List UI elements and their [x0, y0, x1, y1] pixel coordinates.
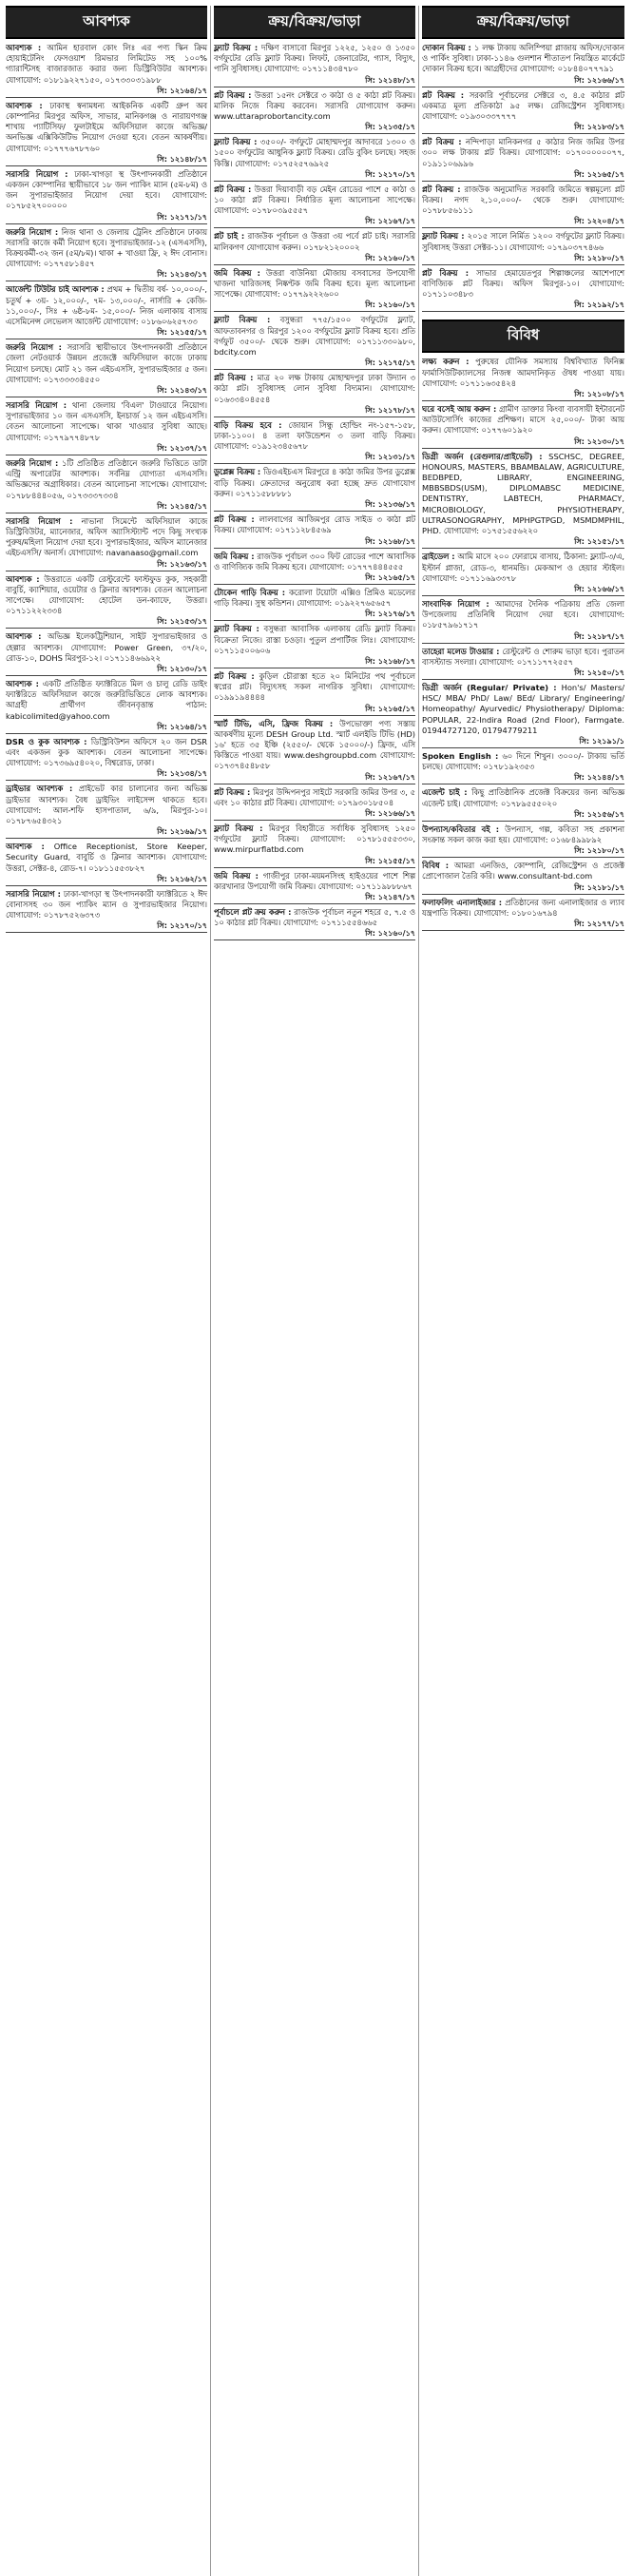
classified-ad	[214, 467, 415, 499]
ad-lead: আর্জেন্ট টিউটর চাই আবশ্যক :	[6, 284, 105, 295]
classified-ad	[6, 169, 207, 212]
ad-body: উপন্যাস, গল্প, কবিতা সহ প্রকাশনা সংক্রান্ত সকল কাজ করা হয়। যোগাযোগ: ০১৬৮৪৯৯৮৯২	[422, 823, 625, 844]
classified-ad	[6, 284, 207, 327]
classified-ad	[422, 683, 624, 736]
ad-code: সি: ১২১৬৬/১৭	[214, 809, 415, 821]
ad-body: লালবাগের আজিমপুর রোড সাইড ৩ কাঠা প্লট বিক্রয়। যোগাযোগ: ০১৭১১২৮৪৫৬৯	[214, 514, 415, 535]
ad-lead: বাড়ি বিক্রয় হবে :	[214, 419, 282, 430]
ad-body: গ্রামীণ ডাক্তার কিংবা ব্যবসায়ী ইন্টারনেট আউটসোর্সিং কাজের প্রশিক্ষণ। মাসে ২৫,০০০/- টাকা আয় করুন। যোগাযোগ: ০১৭৭৬০১৯২০	[422, 404, 624, 436]
ad-code: সি: ১২১৭৮/১৭	[214, 406, 415, 417]
ad-lead: জরুরি নিয়োগ :	[6, 226, 59, 237]
ad-body: মিরপুর উদ্দিপনপুর সাইটে সরকারি জমির উপর ৩, ৫ এবং ১০ কাঠার প্লট বিক্রয়। যোগাযোগ: ০১৭৯৩০১৮৫০৪	[214, 786, 415, 807]
ad-code: সি: ১২১০৮/১৭	[422, 390, 624, 401]
ad-body: পুরুষের যৌনিক সমস্যায় বিশ্ববিখ্যাত ফিনিক্স ফার্মাসিউটিক্যালসের নিজস্ব আমদানিকৃত ঔষধ পাওয়া যায়। যোগাযোগ: ০১৭১১৬৩৫৪২৪	[422, 357, 625, 388]
classified-ad	[214, 787, 415, 808]
ad-body: কুড়িল চৌরাস্তা হতে ২০ মিনিটের পথ পূর্বাচলে স্বপ্নের প্লট। বিদ্যুৎসহ সকল নাগরিক সুবিধা। যোগাযোগ: ০১৯৯১৯৪৪৪৪	[214, 670, 415, 703]
classified-ad	[214, 671, 415, 704]
classified-ad	[422, 552, 624, 584]
ad-lead: আবশ্যক :	[6, 43, 42, 52]
ad-lead: Spoken English :	[422, 750, 499, 761]
ad-code: সি: ১২১৯১/১	[422, 737, 624, 748]
ad-body: ডিওএইচএস মিরপুরে ৪ কাঠা জমির উপর ডুপ্লেক্স বাড়ি বিক্রয়। ক্রেতাদের অনুরোধ করা হচ্ছে দ্রুত যোগাযোগ করুন। ০১৭১১৫৮৮৮৮১	[214, 467, 415, 498]
ad-body: থানা জেলায় 'বিএল' টাওয়ারে নিয়োগ। সুপারভাইজার ১০ জন এসএসসি, ইনচার্জ ১২ জন এইচএসসি। বেতন আলোচনা সাপেক্ষে। থাকা খাওয়ার সুবিধা আছে। যোগাযোগ: ০১৭৭৯৭৭৪৮৭৮	[6, 400, 207, 442]
section-header: বিবিধ	[422, 320, 624, 353]
ad-body: সাভার হেমায়েতপুর শিল্পাঞ্চলের আশেপাশে বাণিজ্যিক প্লট বিক্রয়। অফিস মিরপুর-১০। যোগাযোগ: ০১৭১১০৩৪৮৩	[422, 267, 624, 300]
ad-lead: ফ্ল্যাট বিক্রয় :	[214, 624, 259, 634]
classified-ad	[214, 43, 415, 75]
ad-code: সি: ১২১৬৮/১৭	[214, 657, 415, 668]
ad-lead: জমি বিক্রয় :	[214, 870, 259, 881]
ad-lead: প্লট বিক্রয় :	[422, 89, 465, 100]
ad-code: সি: ১২১৬৫/১৭	[214, 705, 415, 716]
ad-body: মিরপুর বিহারীতে সর্বাধিক সুবিধাসহ ১২৫০ বর্গফুটের ফ্ল্যাট বিক্রয়। যোগাযোগ: ০১৭৮১৫৫৫৩৩০, www.mirpurflatbd.com	[214, 823, 415, 855]
classified-ad	[6, 679, 207, 722]
ad-code: সি: ১২১৬৫/১৭	[422, 170, 624, 182]
ad-body: আমি মাসে ২০০ ফোরামে বাসায়, ঠিকানা: ফ্ল্যাট-৩/এ, ইস্টার্ন প্লাজা, রোড-৩, ধানমন্ডি। মেকআপ ও হেয়ার স্টাইল। যোগাযোগ: ০১৭১১৬৯৩৩৭৮	[422, 552, 625, 583]
classified-ad	[422, 898, 624, 919]
ad-body: ঢাকা-খাগড়া স্থ উৎপাদনকারী প্রতিষ্ঠানে একজন কোম্পানির স্থায়ীভাবে ১৮ জন প্যাকিং ম্যান (৫ম-৮ম) ও জন সুপারভাইজার নিয়োগ দেয়া হবে। যোগাযোগ: ০১৭৮৫২৭০০০০০	[6, 168, 207, 211]
ad-code: সি: ১২১৮৩/১৭	[422, 123, 624, 134]
classified-ad	[422, 404, 624, 436]
ad-code: সি: ১২১৩৪/১৭	[6, 769, 207, 781]
classified-ad	[422, 90, 624, 123]
ad-code: সি: ১২১৭৬/১৭	[214, 610, 415, 621]
ad-code: সি: ১২১৩১/১৭	[214, 453, 415, 464]
ad-lead: টোকেন গাড়ি বিক্রয় :	[214, 587, 286, 597]
ad-body: রাজউক পূর্বাচল নতুন শহরে ৫, ৭.৫ ও ১০ কাঠার প্লট বিক্রয়। যোগাযোগ: ০১৭১১৫৫৪৬৬৫	[214, 906, 415, 928]
classified-ad	[214, 184, 415, 217]
ad-code: সি: ১২১৪৫/১৭	[6, 502, 207, 513]
ad-code: সি: ১২১৬০/১৭	[214, 929, 415, 940]
ad-code: সি: ১২১৬৪/১৭	[6, 723, 207, 734]
ad-code: সি: ১২১৬৭/১৭	[214, 773, 415, 784]
classified-ad	[214, 373, 415, 405]
classified-ad	[214, 823, 415, 856]
ad-code: সি: ১২১৩৫/১৭	[214, 123, 415, 134]
classified-ad	[422, 452, 624, 537]
ad-code: সি: ১২১৬৫/১৭	[214, 573, 415, 585]
classified-ad	[6, 737, 207, 769]
section-header: ক্রয়/বিক্রয়/ভাড়া	[422, 6, 624, 39]
ad-lead: প্লট বিক্রয় :	[422, 184, 461, 194]
ad-lead: প্লট বিক্রয় :	[422, 137, 462, 147]
ad-code: সি: ১২১৩০/১৭	[6, 665, 207, 676]
classified-ad	[422, 184, 624, 217]
classified-ad	[422, 751, 624, 772]
ad-lead: ডিগ্রী অর্জন (রেগুলার/প্রাইভেট) :	[422, 451, 543, 461]
ad-body: উপভোক্তা পণ্য সস্তায় আকর্ষণীয় মূল্যে DESH Group Ltd. স্মার্ট এলইডি টিভি (HD) ১৬' হতে ৩৫ ইঞ্চি (২৫৫০/- থেকে ১৫০০০/-) ফ্রিজ, এসি কিস্তিতে পাওয়া যায়। www.deshgroupbd.com যোগাযোগ: ০১৭৩৭৪৫৪৮৫৮	[214, 718, 416, 771]
classified-ad	[214, 137, 415, 169]
ad-lead: DSR ও কুক আবশ্যক :	[6, 736, 87, 746]
ad-body: ১টি প্রতিষ্ঠিত প্রতিষ্ঠানে জরুরি ভিত্তিতে ডাটা এন্ট্রি অপারেটর আবশ্যক। সর্বনিম্ন যোগ্যতা এসএসসি। অভিজ্ঞদের অগ্রাধিকার। বেতন আলোচনা সাপেক্ষে। যোগাযোগ: ০১৭৮৮৪৪৪০৫৬, ০১৭৩৩৩৭৩৩৪	[6, 457, 207, 500]
ad-code: সি: ১২২০৪/১৭	[422, 217, 624, 228]
ad-lead: উপন্যাস/কবিতার বই :	[422, 823, 500, 834]
ad-lead: প্লট বিক্রয় :	[214, 514, 255, 525]
ad-code: সি: ১২১৪৩/১৭	[6, 270, 207, 281]
ad-lead: সাংবাদিক নিয়োগ :	[422, 598, 489, 609]
ad-lead: বিবিধ :	[422, 861, 450, 871]
classified-ad	[6, 101, 207, 154]
ad-code: সি: ১২১৫০/১৭	[422, 668, 624, 680]
ad-code: সি: ১২১৬৬/১৭	[422, 76, 624, 87]
ad-body: প্রাইভেট কার চালানোর জন্য অভিজ্ঞ ড্রাইভার আবশ্যক। বৈধ ড্রাইভিং লাইসেন্স থাকতে হবে। যোগাযোগ: আল-শফি হাসপাতাল, ৬/৯, মিরপুর-১০। ০১৭৮৭৬৫৪৩২১	[6, 784, 208, 825]
ad-body: বসুন্ধরা ৭৭৫/১৫০০ বর্গফুটের ফ্ল্যাট, আফতাবনগর ও মিরপুর ১২০০ বর্গফুটের ফ্ল্যাট বিক্রয় হবে। প্রতি বর্গফুট ৩৫০০/- থেকে শুরু। যোগাযোগ: ০১৭১১৩৩০৯৮০, bdcity.com	[214, 315, 415, 358]
ad-code: সি: ১২১৪৮/১৭	[6, 155, 207, 166]
ad-body: প্রথম + দ্বিতীয় বর্ষ- ১০,০০০/-, চতুর্থ + ৩য়- ১২,০০০/-, ৭ম- ১৩,০০০/-, নার্সারি + কেজি- ১১,০০০/-, সিঃ + ৬ষ্ঠ-৮ম- ১৫,০০০/- নিজ এলাকায় বাসায় এসেমিনেন্স লেভেলস আর্জেন্ট যোগাযোগ: ০১৮৬০৬২৫৭৩৩	[6, 284, 208, 327]
classified-ad	[422, 861, 624, 881]
column-buy-sell-rent	[214, 6, 419, 2576]
classified-ad	[6, 458, 207, 501]
classified-ad	[214, 907, 415, 928]
ad-body: সরাসরি স্থায়ীভাবে উৎপাদনকারী প্রতিষ্ঠানে জেলা নেটওয়ার্ক উন্নয়ন প্রজেক্টে অফিসিয়াল কাজে ঢাকায় নিয়োগ চলছে। মোট ২১ জন এইচএসসি, সুপারভাইজার ৫ জন। যোগাযোগ: ০১৭৩৩৩৩৪৫৫০	[6, 342, 208, 384]
ad-body: নন্দিপাড়া মানিকনগর ৫ কাঠার নিজ জমির উপর ৩০০ লক্ষ টাকায় প্লট বিক্রয়। যোগাযোগ: ০১৭০০০০০০৭৭, ০১৯১১০৬৯৯৬	[422, 137, 624, 168]
ad-lead: ফ্ল্যাট বিক্রয় :	[214, 823, 263, 833]
ad-lead: জরুরি নিয়োগ :	[6, 342, 63, 353]
classified-ad	[422, 824, 624, 845]
classified-ad	[214, 552, 415, 572]
ad-code: সি: ১২১৩৭/১৭	[6, 444, 207, 455]
ad-body: প্রতিষ্ঠানের জন্য এনালাইজার ও ল্যাব যন্ত্রপাতি বিক্রয়। যোগাযোগ: ০১৮০১৬৭৯৪	[422, 897, 625, 918]
classified-ad	[422, 647, 624, 668]
classified-ad	[6, 43, 207, 86]
classified-ad	[6, 227, 207, 270]
classified-ad	[422, 137, 624, 169]
ad-body: আমিন হারবাল কোং লিঃ এর পণ্য স্কিন ক্রিম হোয়াইটেনিং ফেসওয়াশ রিমভার লিমিটেড সহ ১০০% গ্যারান্টিসহ বাজারজাত করার জন্য ডিস্ট্রিবিউটর আবশ্যক। যোগাযোগ: ০১৮১৯২২৭১৫০, ০১৭৩৩০৩১৯৮৮	[6, 43, 208, 85]
ad-body: নাভানা সিমেন্টে অফিসিয়াল কাজে ডিস্ট্রিবিউটর, ম্যানেজার, অফিস অ্যাসিস্ট্যান্ট পদে কিছু সংখ্যক পুরুষ/মহিলা নিয়োগ দেয়া হবে। সুপারভাইজার, অফিস ম্যানেজার এইচএসসি/ অনার্স। যোগাযোগ: navanaaso@gmail.com	[6, 515, 208, 558]
ad-lead: প্লট বিক্রয় :	[422, 267, 470, 278]
ad-code: সি: ১২১৭৭/১৭	[422, 920, 624, 931]
ad-lead: সরাসরি নিয়োগ :	[6, 400, 67, 411]
ad-lead: প্লট চাই :	[214, 231, 245, 242]
ad-body: Hon's/ Masters/ HSC/ MBA/ PhD/ Law/ BEd/ Library/ Engineering/ Homeopathy/ Ayurvedic/ Physiotherapy/ Diploma: POPULAR, 22-Indira Road (2nd Floor), Farmgate. 01944727120, 01794779211	[422, 682, 624, 735]
ad-lead: ফ্ল্যাট বিক্রয় :	[422, 231, 465, 242]
classified-ad	[422, 231, 624, 252]
ad-code: সি: ১২১৭৫/১৭	[214, 358, 415, 370]
ad-body: ১ লক্ষ টাকায় অলিম্পিয়া প্লাজায় অফিস/দোকান ও পার্কিং সুবিধা। ঢাকা-১১৪৬ গুলশান শীতাতপ নিয়ন্ত্রিত মার্কেটে দোকান বিক্রয় হবে। আগ্রহীদের যোগাযোগ: ০১৮৪৪০৭৭৭৯১	[422, 43, 624, 74]
ad-code: সি: ১২১৭১/১৭	[6, 213, 207, 224]
ad-code: সি: ১২১৮০/১৭	[422, 846, 624, 858]
ad-code: সি: ১২১৩০/১৭	[422, 437, 624, 449]
ad-lead: পূর্বাচলে প্লট ক্রয় করুন :	[214, 906, 292, 917]
ad-body: মাত্র ২০ লক্ষ টাকায় মোহাম্মদপুর ঢাকা উদ্যান ৩ কাঠা প্লট। সুবিধাসহ লোন সুবিধা বিদ্যমান। যোগাযোগ: ০১৬৩৩৪০৪৫৫৪	[214, 373, 416, 404]
classified-ad	[214, 268, 415, 300]
classified-ad	[214, 231, 415, 252]
ad-lead: ব্রাইডেল :	[422, 552, 455, 562]
ad-code: সি: ১২১৬০/১৭	[214, 254, 415, 265]
ad-body: উত্তরা দিয়াবাড়ী বড় মেইন রোডের পাশে ৫ কাঠা ও ১০ কাঠা প্লট বিক্রয়। নির্ধারিত মূল্য আলোচনা সাপেক্ষে। যোগাযোগ: ০১৭৮০৩৯৫৫৫৭	[214, 184, 415, 216]
ad-body: করোলা টয়োটা এক্সিও প্রিমিও মডেলের গাড়ি বিক্রয়। সুস্থ কন্ডিশন। যোগাযোগ: ০১৯২২৭৬৫৬৫৭	[214, 587, 416, 609]
ad-body: গাজীপুর ঢাকা-ময়মনসিংহ হাইওয়ের পাশে শিল্প কারখানার উপযোগী জমি বিক্রয়। যোগাযোগ: ০১৭১১৯৮৮৮৬৭	[214, 870, 415, 891]
ad-body: বসুন্ধরা আবাসিক এলাকায় রেডি ফ্ল্যাট বিক্রয়। বিক্রেতা নিজে। রাস্তা চওড়া। পুতুল প্রপার্টিজ লিঃ। যোগাযোগ: ০১৭১১৫০০৬০৬	[214, 624, 415, 655]
classified-ad	[214, 514, 415, 535]
ad-code: সি: ১২১৫৩/১৭	[6, 617, 207, 629]
ad-code: সি: ১২১৬৪/১৭	[6, 87, 207, 98]
ad-lead: ডুপ্লেক্স বিক্রয় :	[214, 467, 261, 477]
ad-lead: লক্ষ্য করুন :	[422, 357, 470, 367]
classified-ad	[214, 871, 415, 892]
classified-ad	[422, 599, 624, 631]
ad-body: রাজউক অনুমোদিত সরকারি জমিতে স্বল্পমূল্যে প্লট বিক্রয়। নগদ ২,১০,০০০/- থেকে শুরু। যোগাযোগ: ০১৭৮৮৫৬১১১	[422, 184, 624, 216]
classified-ad	[214, 315, 415, 358]
classified-ad	[6, 400, 207, 443]
ad-lead: ড্রাইভার আবশ্যক :	[6, 784, 73, 794]
ad-code: সি: ১২১৪৪/১৭	[422, 773, 624, 784]
ad-lead: সরাসরি নিয়োগ :	[6, 888, 61, 899]
ad-body: নিজ থানা ও জেলায় ট্রেনিং প্রতিষ্ঠানে ঢাকায় সরাসরি কাজে কর্মী নিয়োগ হবে। সুপারভাইজার-১২ (এসএসসি), বিক্রয়কর্মী-৩২ জন (৫ম/৮ম)। থাকা + খাওয়া ফ্রি, ২ ঈদ বোনাস। যোগাযোগ: ০১৭৭৫৮১৪৫৭	[6, 226, 207, 269]
ad-code: সি: ১২১৬২/১৭	[6, 875, 207, 886]
ad-code: সি: ১২১৮৭/১৭	[422, 632, 624, 644]
ad-lead: আবশ্যক :	[6, 842, 45, 852]
ad-lead: সরাসরি নিয়োগ :	[6, 515, 73, 526]
ad-body: দক্ষিণ বাসাবো মিরপুর ১২২৫, ১২৫০ ও ১৩৫০ বর্গফুটের রেডি ফ্ল্যাট বিক্রয়। লিফট, জেনারেটর, গ্যাস, বিদ্যুৎ, পানি সুবিধাসহ। যোগাযোগ: ০১৭১১৪৩৪৭৮০	[214, 43, 416, 74]
ad-code: সি: ১২১৮১/১৭	[422, 883, 624, 895]
ad-body: জোয়ান সিন্ধু হোল্ডিং নং-১৫৭-১৫৮, ঢাকা-১১০০। ৪ তলা ফাউন্ডেশন ৩ তলা বাড়ি বিক্রয়। যোগাযোগ: ০১৯১২৩৪৫৬৭৮	[214, 419, 416, 452]
ad-body: আমাদের দৈনিক পত্রিকায় প্রতি জেলা উপজেলায় প্রতিনিধি নিয়োগ দেয়া হবে। যোগাযোগ: ০১৮৫৭৯৬১৭১৭	[422, 598, 624, 630]
ad-body: ঢাকা-খাগড়া স্থ উৎপাদনকারী ফ্যাক্টরিতে ২ ঈদ বোনাসসহ ৩০ জন প্যাকিং ম্যান ও সুপারভাইজার নিয়োগ। যোগাযোগ: ০১৭৮৭৫২৬৩৭৩	[6, 888, 208, 920]
ad-code: সি: ১২১৪৭/১৭	[214, 893, 415, 904]
ad-body: অভিজ্ঞ ইলেকট্রিশিয়ান, সাইট সুপারভাইজার ও হেল্পার আবশ্যক। যোগাযোগ: Power Green, ৩৭/২০, রোড-১০, DOHS মিরপুর-১২। ০১৭১১৪৬৬৯২২	[6, 631, 208, 663]
classified-ad	[422, 268, 624, 300]
classified-ad	[214, 588, 415, 609]
ad-lead: প্লট বিক্রয় :	[214, 89, 252, 100]
ad-body: উত্তরাতে একটি রেস্টুরেন্টে ফাস্টফুড কুক, সহকারী বাবুর্চি, ক্যাশিয়ার, ওয়েটার ও ক্লিনার আবশ্যক। বেতন আলোচনা সাপেক্ষে। যোগাযোগ: হোটেল ডন-ক্যাফে, উত্তরা। ০১৭১১২২২৩৩৪	[6, 573, 208, 616]
classified-ad	[214, 719, 415, 772]
classified-ad	[6, 784, 207, 826]
ad-lead: স্মার্ট টিভি, এসি, ফ্রিজ বিক্রয় :	[214, 718, 334, 728]
ad-lead: প্লট বিক্রয় :	[214, 670, 255, 681]
ad-code: সি: ১২১৫৬/১৭	[422, 810, 624, 822]
ad-body: কিছু প্রাতিষ্ঠানিক প্রজেক্ট বিক্রয়ের জন্য অভিজ্ঞ এজেন্ট চাই। যোগাযোগ: ০১৭৮৯৫৫৫০২০	[422, 787, 625, 808]
ad-lead: জমি বিক্রয় :	[214, 267, 260, 278]
ad-body: ঢাকাস্থ স্বনামধন্য আইকনিক একটি গ্রুপ অব কোম্পানির মিরপুর অফিস, সাভার, মানিকগঞ্জ ও নারায়ণগঞ্জ শাখায় প্যাটিসিফ/ ফুলটাইমে অফিসিয়াল কাজে অভিজ্ঞ/ অনভিজ্ঞ এক্সিকিউটিভ নিয়োগ দেওয়া হবে। বেতন আকর্ষণীয়। যোগাযোগ: ০১৭৭৭৬৭৮৭৬০	[6, 100, 207, 153]
ad-code: সি: ১২১৪৮/১৭	[214, 76, 415, 87]
ad-lead: ফ্ল্যাট বিক্রয় :	[214, 315, 271, 325]
ad-lead: প্লট বিক্রয় :	[214, 184, 252, 194]
classified-ad	[422, 43, 624, 75]
ad-body: উত্তরা ১৫নং সেক্টরে ৩ কাঠা ও ৫ কাঠা প্লট বিক্রয়। মালিক নিজে বিক্রয় করবেন। সরাসরি যোগাযোগ করুন। www.uttaraprobortancity.com	[214, 89, 415, 122]
ad-lead: দোকান বিক্রয় :	[422, 43, 471, 52]
ad-code: সি: ১২১৬৭/১৭	[214, 217, 415, 228]
section-header: ক্রয়/বিক্রয়/ভাড়া	[214, 6, 415, 39]
ad-body: SSCHSC, DEGREE, HONOURS, MASTERS, BBAMBALAW, AGRICULTURE, BEDBPED, LIBRARY, ENGINEERING, MBBSBDS(USM), DIPLOMABSC MEDICINE, DENTISTRY, LABTECH, PHARMACY, MICROBIOLOGY, PHYSIOTHERAPY, ULTRASONOGRAPHY, MPHPGTPGD, MSMDMPHIL, PHD. যোগাযোগ: ০১৭৫১৫৫৬২২০	[422, 451, 624, 536]
ad-code: সি: ১২১৭০/১৭	[214, 170, 415, 182]
ad-body: ৩৫০০/- বর্গফুটে মোহাম্মদপুর আদাবরে ১৩০০ ও ১৫০০ বর্গফুটের আধুনিক ফ্ল্যাট বিক্রয়। রেডি বুকিং চলছে। সহজ কিস্তি। যোগাযোগ: ০১৭৫২৫৭৬৯২৫	[214, 137, 416, 168]
ad-lead: ফ্ল্যাট বিক্রয় :	[214, 43, 259, 52]
ad-lead: এজেন্ট চাই :	[422, 787, 468, 798]
ad-code: সি: ১২১৫৫/১৭	[6, 328, 207, 339]
ad-lead: প্লট বিক্রয় :	[214, 786, 251, 797]
column-buy-sell-rent-misc	[422, 6, 627, 2576]
classified-ad	[422, 357, 624, 389]
classified-ad	[6, 889, 207, 921]
ad-lead: আবশ্যক :	[6, 678, 39, 688]
ad-code: সি: ১২১৮০/১৭	[422, 254, 624, 265]
classified-ad	[214, 90, 415, 123]
ad-lead: তাহেরা মলেড টাওয়ার :	[422, 646, 500, 656]
classified-ad	[6, 574, 207, 617]
ad-lead: ফলাফলিং এনালাইজার :	[422, 897, 503, 907]
ad-body: সরকারি পূর্বাচলের সেক্টরে ৩, ৪.৫ কাঠার প্লট একমাত্র মূল্য প্রতিকাঠা ৯৫ লক্ষ। রেজিস্ট্রেশন সুবিধাসহ। যোগাযোগ: ০১৯৩০৩৩৭৭৭৭	[422, 89, 625, 122]
ad-body: রাজউক পূর্বাচল ৩০০ ফিট রোডের পাশে আবাসিক ও বাণিজ্যিক জমি বিক্রয় হবে। যোগাযোগ: ০১৭৭৭৪৪৪৫৫৫	[214, 551, 415, 571]
ad-code: সি: ১২১৬৯/১৭	[6, 827, 207, 839]
ad-lead: সরাসরি নিয়োগ :	[6, 168, 68, 179]
ad-code: সি: ১২১৭০/১৭	[6, 921, 207, 933]
ad-lead: জরুরি নিয়োগ :	[6, 457, 59, 468]
ad-code: সি: ১২১৬৩/১৭	[6, 560, 207, 571]
ad-lead: প্লট বিক্রয় :	[214, 373, 254, 383]
ad-lead: ডিগ্রী অর্জন (Regular/ Private) :	[422, 682, 557, 692]
ad-body: ৬০ দিনে শিখুন। ৩০০০/- টাকায় ভর্তি চলছে। যোগাযোগ: ০১৭৮১৯২৩৫৩	[422, 750, 624, 772]
classified-ad	[214, 624, 415, 656]
ad-body: ২০১৫ সালে নির্মিত ১২০০ বর্গফুটের ফ্ল্যাট বিক্রয়। সুবিধাসহ উত্তরা সেক্টর-১১। যোগাযোগ: ০১৭৯০৩৭৭৪৬৬	[422, 231, 624, 252]
ad-code: সি: ১২১৪৩/১৭	[6, 386, 207, 397]
ad-code: সি: ১২১৫১/১৭	[422, 537, 624, 549]
ad-lead: ফ্ল্যাট বিক্রয় :	[214, 137, 258, 147]
classified-ad	[422, 787, 624, 808]
ad-code: সি: ১২১৩৬/১৭	[214, 500, 415, 512]
ad-body: আমরা এনজিও, কোম্পানি, রেজিস্ট্রেশন ও প্রজেক্ট প্রোপোজাল তৈরি করি। www.consultant-bd.com	[422, 861, 624, 881]
section-header: আবশ্যক	[6, 6, 207, 39]
ad-code: সি: ১২১৫৫/১৭	[214, 857, 415, 868]
ad-code: সি: ১২১৬০/১৭	[214, 300, 415, 312]
column-wanted	[6, 6, 211, 2576]
ad-lead: জমি বিক্রয় :	[214, 551, 255, 561]
ad-body: উত্তরা বাউনিয়া মৌজায় বসবাসের উপযোগী খাজনা খারিজসহ নিষ্কণ্টক জমি বিক্রয় হবে। মূল্য আলোচনা সাপেক্ষে। যোগাযোগ: ০১৭৭৯২২২৬০০	[214, 267, 416, 300]
classified-ad	[6, 342, 207, 385]
classified-ad	[214, 420, 415, 453]
ad-lead: আবশ্যক :	[6, 573, 40, 584]
ad-body: একটি প্রতিষ্ঠিত ফ্যাক্টরিতে মিল ও চালু রেডি ডাইং ফ্যাক্টরিতে অফিসিয়াল কাজে জরুরিভিত্তিতে লোক আবশ্যক। আগ্রহী প্রার্থীগণ জীবনবৃত্তান্ত পাঠান: kabicolimited@yahoo.com	[6, 678, 207, 721]
ad-body: Office Receptionist, Store Keeper, Security Guard, বাবুর্চি ও ক্লিনার আবশ্যক। যোগাযোগ: উত্তরা, সেক্টর-৪, রোড-৭। ০১৮১১৫৫৩৮২৭	[6, 842, 207, 873]
ad-lead: ঘরে বসেই আয় করুন :	[422, 404, 497, 415]
ad-lead: আবশ্যক :	[6, 100, 43, 110]
classified-ad	[6, 516, 207, 559]
ad-code: সি: ১২১৯২/১৭	[422, 300, 624, 312]
ad-code: সি: ১২১৬৬/১৭	[422, 585, 624, 596]
ad-body: ডিস্ট্রিবিউশন অফিসে ২০ জন DSR এবং একজন কুক আবশ্যক। বেতন আলোচনা সাপেক্ষে। যোগাযোগ: ০১৭৩৬৯৫৪০২০, বিশ্বরোড, ঢাকা।	[6, 736, 207, 768]
classified-ad	[6, 842, 207, 874]
ad-body: রাজউক পূর্বাচল ও উত্তরা ৩য় পর্বে প্লট চাই। সরাসরি মালিকগণ যোগাযোগ করুন। ০১৭৮২১২০০০২	[214, 231, 416, 252]
ad-lead: আবশ্যক :	[6, 631, 42, 642]
classified-ad	[6, 631, 207, 664]
ad-body: রেস্টুরেন্ট ও শোরুম ভাড়া হবে। পুরাতন বাসস্ট্যান্ড সংলগ্ন। যোগাযোগ: ০১৭১১৭৭২৫৫৭	[422, 646, 625, 667]
ad-code: সি: ১২১৬৮/১৭	[214, 537, 415, 549]
